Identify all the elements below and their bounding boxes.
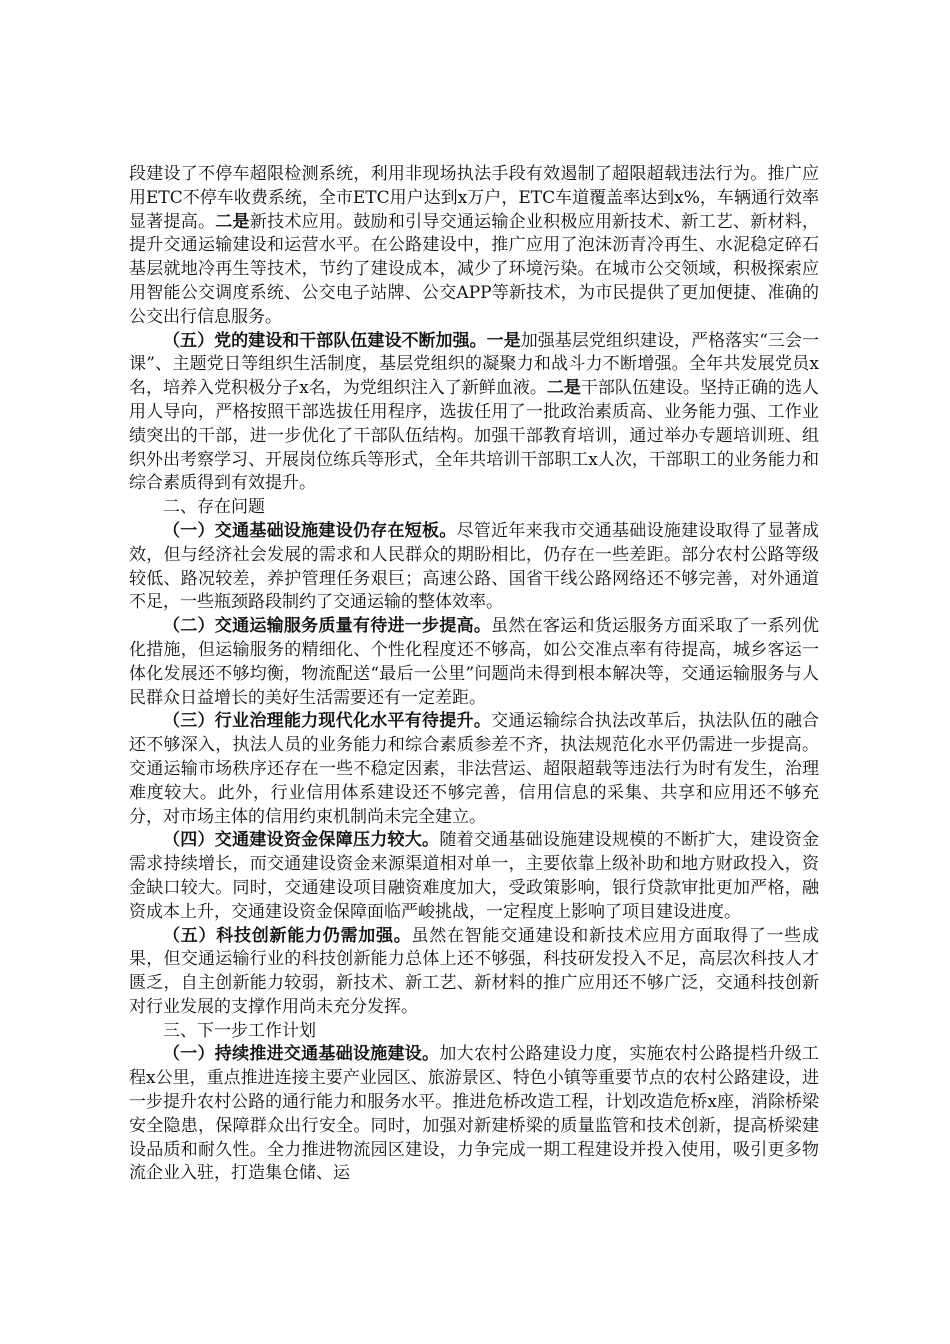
paragraph-text: 段建设了不停车超限检测系统，利用非现场执法手段有效遏制了超限超载违法行为。推广应用ETC不停车收费系统，全市ETC用户达到x万户，ETC车道覆盖率达到x%，车辆通行效率显著提高。 — [129, 164, 819, 232]
paragraph — [129, 1043, 819, 1186]
paragraph-text: 随着交通基础设施建设规模的不断扩大，建设资金需求持续增长，而交通建设资金来源渠道相对单一，主要依靠上级补助和地方财政投入，资金缺口较大。同时，交通建设项目融资难度加大，受政策影响，银行贷款审批更加严格，融资成本上升，交通建设资金保障面临严峻挑战，一定程度上影响了项目建设进度。 — [129, 830, 820, 922]
subsection-heading: （三）行业治理能力现代化水平有待提升。 — [163, 711, 492, 732]
paragraph-text: 新技术应用。鼓励和引导交通运输企业积极应用新技术、新工艺、新材料，提升交通运输建设和运营水平。在公路建设中，推广应用了泡沫沥青冷再生、水泥稳定碎石基层就地冷再生等技术，节约了建设成本，减少了环境污染。在城市公交领域，积极探索应用智能公交调度系统、公交电子站牌、公交APP等新技术，为市民提供了更加便捷、准确的公交出行信息服务。 — [129, 211, 820, 327]
emphasis-text: 二是 — [215, 211, 250, 232]
paragraph-text: 交通运输综合执法改革后，执法队伍的融合还不够深入，执法人员的业务能力和综合素质参差不齐，执法规范化水平仍需进一步提高。交通运输市场秩序还存在一些不稳定因素，非法营运、超限超载等违法行为时有发生，治理难度较大。此外，行业信用体系建设还不够完善，信用信息的采集、共享和应用还不够充分，对市场主体的信用约束机制尚未完全建立。 — [129, 711, 820, 827]
emphasis-text: 一是 — [486, 330, 521, 351]
paragraph-text: 干部队伍建设。坚持正确的选人用人导向，严格按照干部选拔任用程序，选拔任用了一批政治素质高、业务能力强、工作业绩突出的干部，进一步优化了干部队伍结构。加强干部教育培训，通过举办专题培训班、组织外出考察学习、开展岗位练兵等形式，全年共培训干部职工x人次，干部职工的业务能力和综合素质得到有效提升。 — [129, 378, 820, 494]
paragraph-text: 虽然在客运和货运服务方面采取了一系列优化措施，但运输服务的精细化、个性化程度还不够高，如公交准点率有待提高，城乡客运一体化发展还不够均衡，物流配送“最后一公里”问题尚未得到根本解决等，交通运输服务与人民群众日益增长的美好生活需要还有一定差距。 — [129, 616, 820, 708]
paragraph-text: 虽然在智能交通建设和新技术应用方面取得了一些成果，但交通运输行业的科技创新能力总体上还不够强，科技研发投入不足，高层次科技人才匮乏，自主创新能力较弱，新技术、新工艺、新材料的推广应用还不够广泛，交通科技创新对行业发展的支撑作用尚未充分发挥。 — [129, 925, 819, 1017]
subsection-heading: （五）科技创新能力仍需加强。 — [163, 925, 412, 946]
section-heading: 二、存在问题 — [163, 497, 265, 518]
paragraph — [129, 330, 819, 497]
paragraph — [129, 520, 819, 615]
subsection-heading: （一）持续推进交通基础设施建设。 — [163, 1044, 440, 1065]
paragraph — [129, 163, 819, 330]
paragraph — [129, 615, 819, 710]
paragraph-text: 尽管近年来我市交通基础设施建设取得了显著成效，但与经济社会发展的需求和人民群众的期盼相比，仍存在一些差距。部分农村公路等级较低、路况较差，养护管理任务艰巨；高速公路、国省干线公路网络还不够完善，对外通道不足，一些瓶颈路段制约了交通运输的整体效率。 — [129, 520, 819, 613]
paragraph — [129, 925, 819, 1020]
paragraph — [129, 710, 819, 829]
paragraph-text: 加强基层党组织建设，严格落实“三会一课”、主题党日等组织生活制度，基层党组织的凝聚力和战斗力不断增强。全年共发展党员x名，培养入党积极分子x名，为党组织注入了新鲜血液。 — [129, 330, 820, 399]
emphasis-text: 二是 — [546, 378, 581, 399]
subsection-heading: （四）交通建设资金保障压力较大。 — [163, 830, 440, 851]
document-page — [129, 163, 819, 1186]
paragraph — [129, 829, 819, 924]
subsection-heading: （二）交通运输服务质量有待进一步提高。 — [163, 616, 492, 637]
subsection-heading: （五）党的建设和干部队伍建设不断加强。 — [163, 330, 487, 351]
subsection-heading: （一）交通基础设施建设仍存在短板。 — [163, 520, 457, 541]
section-heading: 三、下一步工作计划 — [163, 1020, 316, 1041]
paragraph-text: 加大农村公路建设力度，实施农村公路提档升级工程x公里，重点推进连接主要产业园区、旅游景区、特色小镇等重要节点的农村公路建设，进一步提升农村公路的通行能力和服务水平。推进危桥改造工程，计划改造危桥x座，消除桥梁安全隐患，保障群众出行安全。同时，加强对新建桥梁的质量监管和技术创新，提高桥梁建设品质和耐久性。全力推进物流园区建设，力争完成一期工程建设并投入使用，吸引更多物流企业入驻，打造集仓储、运 — [129, 1044, 820, 1184]
